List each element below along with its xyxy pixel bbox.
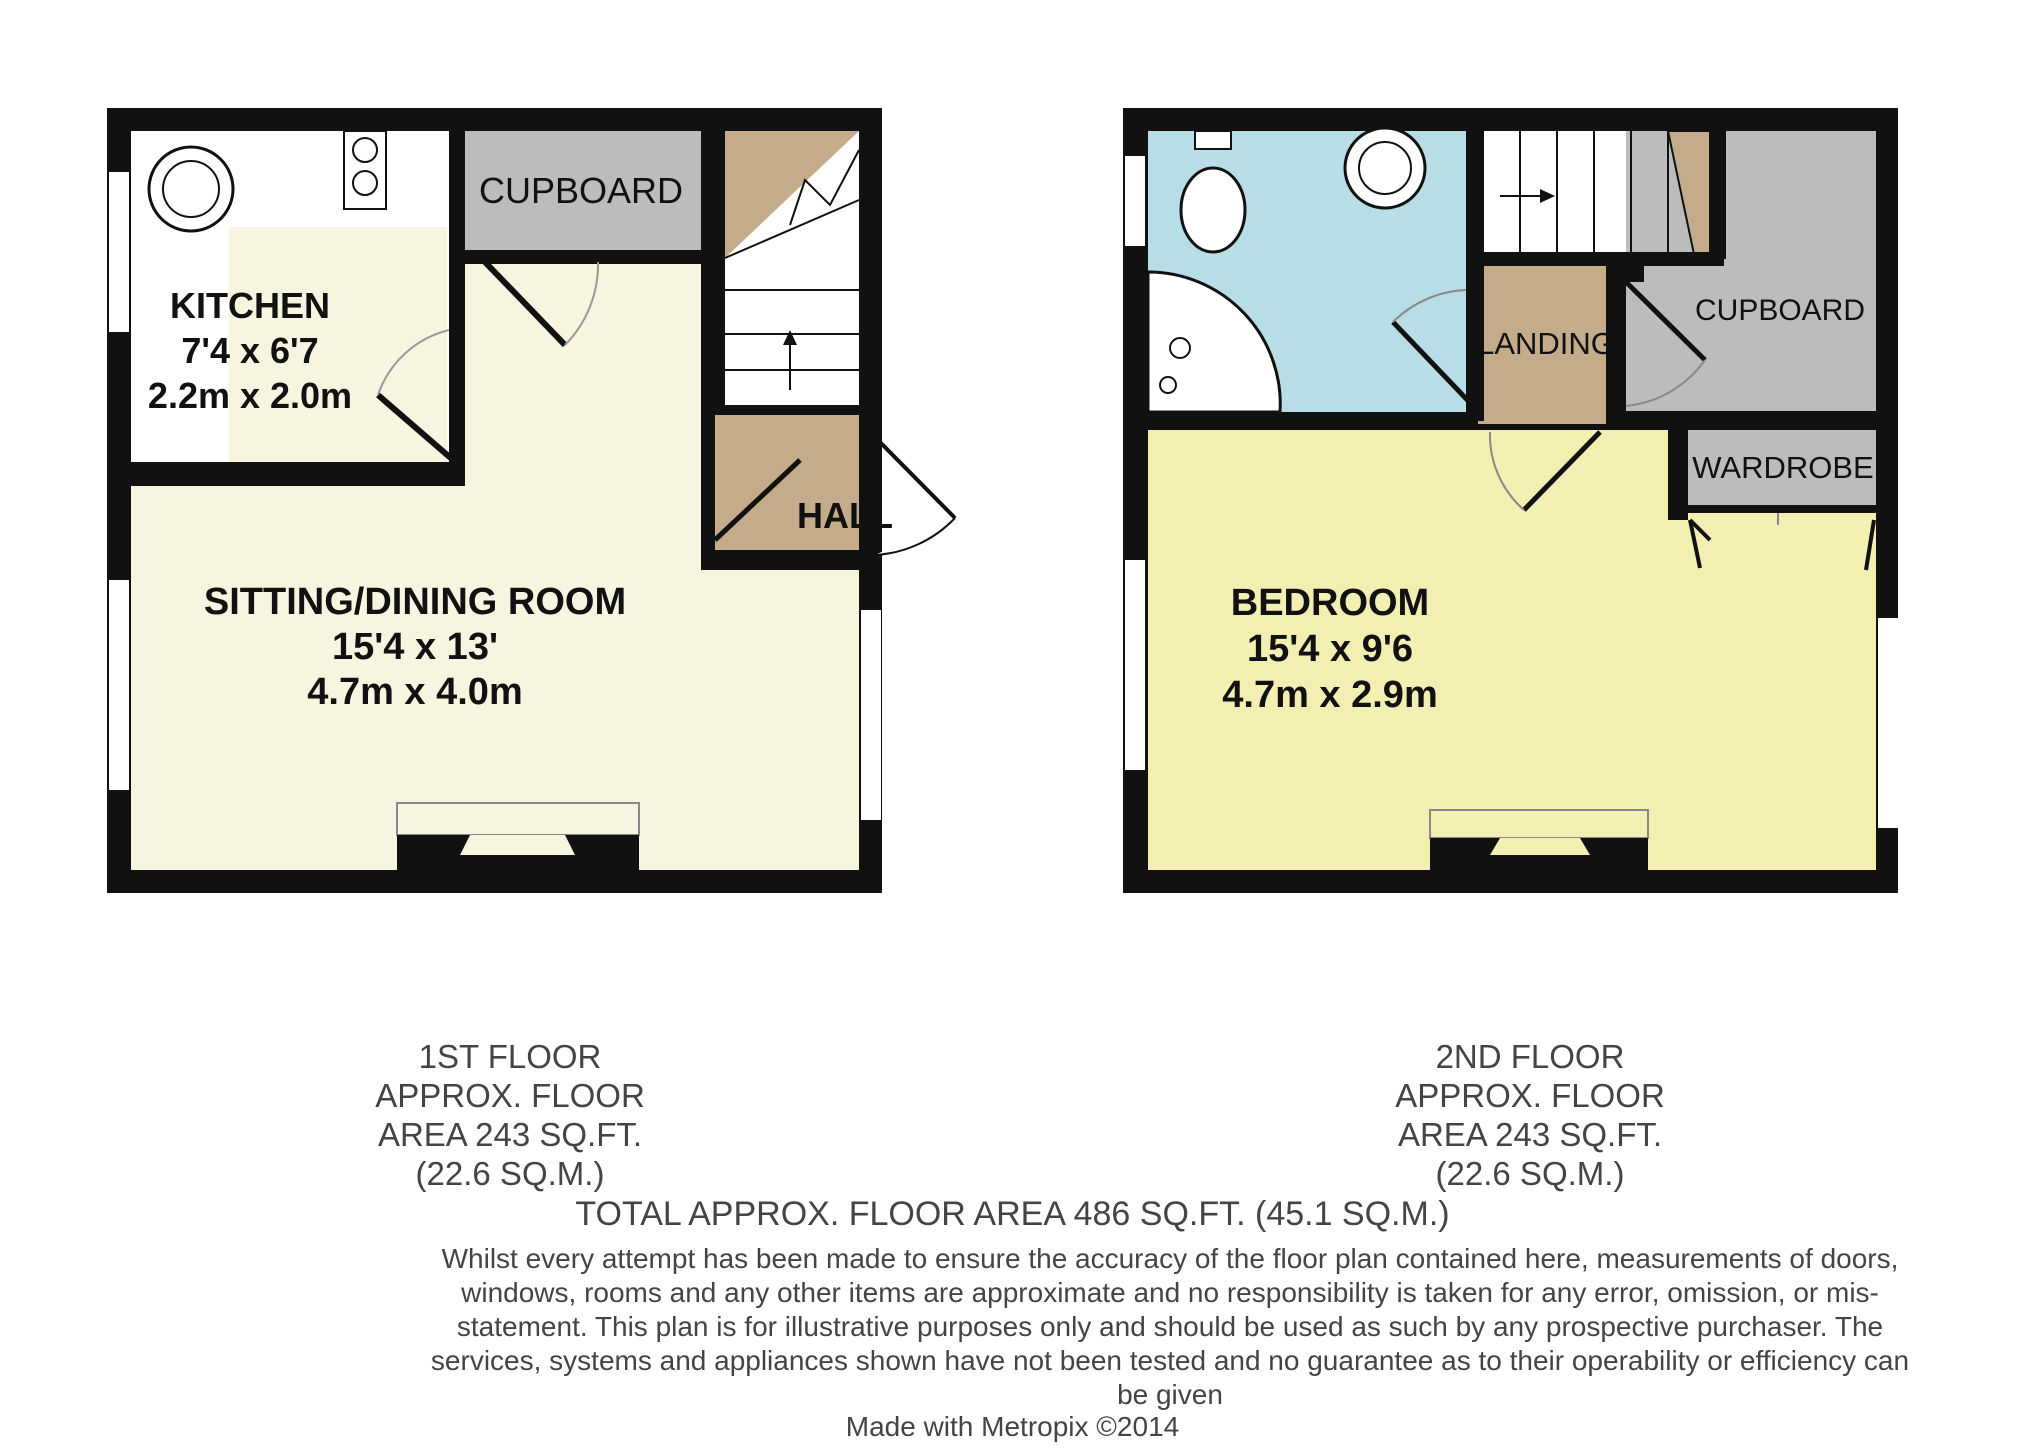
- second-floor-caption-line: APPROX. FLOOR: [1395, 1077, 1665, 1114]
- fireplace: [1430, 810, 1648, 838]
- kitchen-metric: 2.2m x 2.0m: [147, 375, 353, 416]
- second-floor-caption-line: 2ND FLOOR: [1435, 1038, 1625, 1075]
- kitchen-imperial: 7'4 x 6'7: [181, 330, 319, 371]
- sitting-dining-room-imperial: 15'4 x 13': [332, 626, 498, 668]
- second-floor-caption: [1330, 1037, 1730, 1193]
- hall-area: [707, 414, 859, 559]
- kitchen-name: KITCHEN: [170, 285, 330, 326]
- sitting-dining-room-metric: 4.7m x 4.0m: [307, 671, 523, 713]
- window: [109, 580, 129, 790]
- landing-name: LANDING: [1477, 326, 1615, 361]
- second-cupboard-area: [1626, 131, 1876, 411]
- window: [109, 172, 129, 332]
- second-cupboard-name: CUPBOARD: [1694, 294, 1866, 327]
- bedroom-name: BEDROOM: [1230, 582, 1430, 624]
- first-floor-caption-line: 1ST FLOOR: [418, 1038, 602, 1075]
- window: [1125, 560, 1145, 770]
- first-floor-caption-line: (22.6 SQ.M.): [415, 1155, 605, 1192]
- first-floor-caption-line: AREA 243 SQ.FT.: [377, 1116, 643, 1153]
- toilet-icon: [1181, 168, 1245, 252]
- window: [861, 610, 881, 820]
- fireplace: [397, 803, 639, 835]
- second-floor-plan: [1123, 108, 1898, 893]
- second-floor-caption-line: AREA 243 SQ.FT.: [1397, 1116, 1663, 1153]
- total-floor-area: TOTAL APPROX. FLOOR AREA 486 SQ.FT. (45.1 SQ.M.): [575, 1195, 1450, 1233]
- window: [1878, 618, 1898, 828]
- metropix-credit: Made with Metropix ©2014: [845, 1411, 1180, 1442]
- first-floor-plan: [107, 108, 955, 893]
- window: [1125, 156, 1145, 246]
- disclaimer-text: Whilst every attempt has been made to ensure the accuracy of the floor plan contained here, measurements of doors, windows, rooms and any other items are approximate and no responsibility is taken for any error, omission, or mis-statement. This plan is for illustrative purposes only and should be used as such by any prospective purchaser. The services, systems and appliances shown have not been tested and no guarantee as to their operability or efficiency can be given: [430, 1243, 1910, 1410]
- first-floor-caption-line: APPROX. FLOOR: [375, 1077, 645, 1114]
- bedroom-imperial: 15'4 x 9'6: [1247, 628, 1413, 670]
- wardrobe-name: WARDROBE: [1692, 450, 1874, 485]
- first-floor-caption: [310, 1037, 710, 1193]
- bedroom-metric: 4.7m x 2.9m: [1222, 674, 1438, 716]
- first-cupboard-name: CUPBOARD: [478, 170, 684, 211]
- sitting-dining-room-upper: [465, 262, 701, 492]
- second-floor-caption-line: (22.6 SQ.M.): [1435, 1155, 1625, 1192]
- hall-name: HALL: [797, 495, 893, 536]
- sitting-dining-room-name: SITTING/DINING ROOM: [203, 581, 627, 623]
